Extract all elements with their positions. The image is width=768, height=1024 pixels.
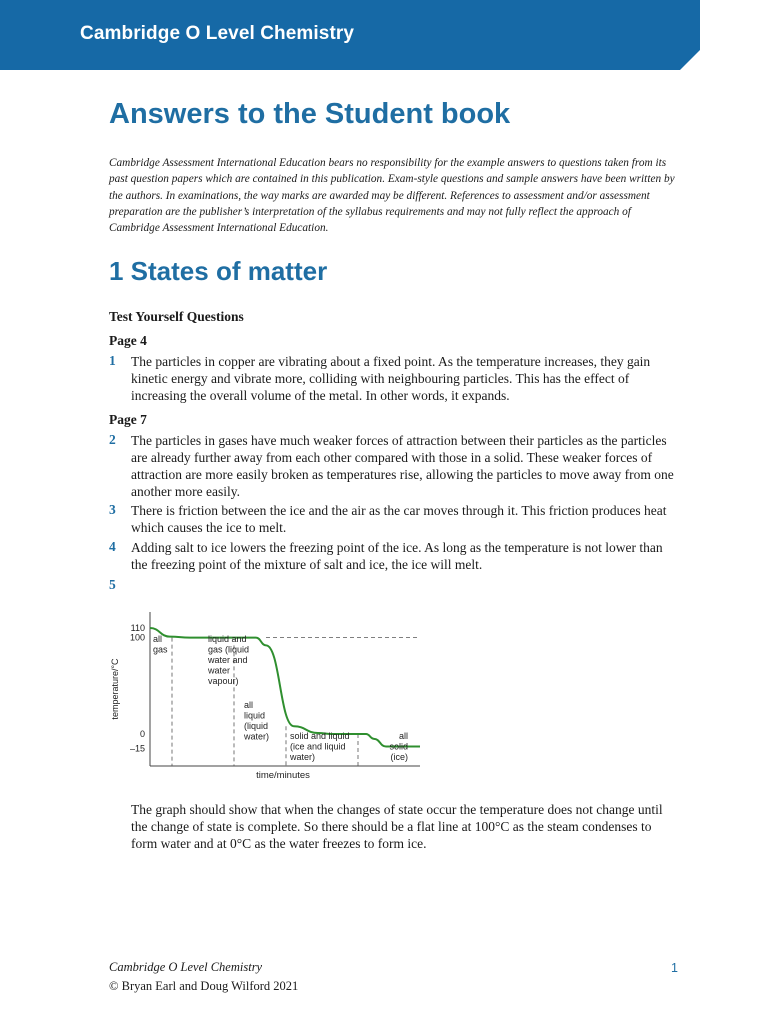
y-tick-label: 110	[130, 623, 145, 633]
y-axis-label: temperature/°C	[110, 658, 120, 720]
question-number: 1	[109, 353, 116, 368]
y-tick-label: –15	[129, 743, 145, 754]
question-text: Adding salt to ice lowers the freezing point of the ice. As long as the temperature is not lower than the freezing point of the mixture of salt and ice, the ice will melt.	[131, 540, 663, 572]
question-number: 4	[109, 539, 116, 554]
cooling-curve-line	[150, 628, 420, 747]
footer-book-title: Cambridge O Level Chemistry	[109, 960, 263, 974]
page-number: 1	[671, 961, 678, 975]
region-label: all gas	[153, 634, 168, 655]
section-heading: Test Yourself Questions	[109, 309, 244, 324]
page-7-label: Page 7	[109, 412, 147, 427]
page-4-label: Page 4	[109, 333, 147, 348]
page-title: Answers to the Student book	[109, 98, 511, 130]
disclaimer: Cambridge Assessment International Education bears no responsibility for the example answers to questions taken from its past question papers which are contained in this publication. Exam-style questions and sample answers have been written by the authors. In examinations, the way marks are awarded may be different. References to assessment and/or assessment preparation are the publisher’s interpretation of the syllabus requirements and may not fully reflect the approach of Cambridge Assessment International Education.	[109, 157, 675, 235]
question-number: 5	[109, 577, 116, 592]
question-number: 3	[109, 502, 116, 517]
banner-title: Cambridge O Level Chemistry	[80, 23, 355, 44]
region-label: all solid (ice)	[389, 731, 408, 762]
y-tick-label: 100	[129, 632, 145, 643]
question-number: 2	[109, 432, 116, 447]
question-text: The particles in copper are vibrating about a fixed point. As the temperature increases, they gain kinetic energy and vibrate more, colliding with neighbouring particles. This has the effect of increasing the overall volume of the metal. In other words, it expands.	[131, 354, 651, 403]
question-text: There is friction between the ice and the air as the car moves through it. This friction produces heat which causes the ice to melt.	[131, 503, 667, 535]
chapter-title: 1 States of matter	[109, 256, 328, 286]
region-label: solid and liquid (ice and liquid water)	[290, 731, 350, 762]
region-label: liquid and gas (liquid water and water vapour)	[208, 634, 250, 686]
question-text: The particles in gases have much weaker forces of attraction between their particles as the particles are already further away from each other compared with those in a solid. These weaker forces of attraction are more easily broken as temperatures rise, allowing the particles to move away from one another more easily.	[131, 433, 674, 499]
cooling-curve-chart	[108, 604, 428, 784]
footer-copyright: © Bryan Earl and Doug Wilford 2021	[109, 979, 299, 993]
region-label: all liquid (liquid water)	[244, 700, 270, 742]
header-banner	[0, 0, 768, 70]
question-text: The graph should show that when the changes of state occur the temperature does not change until the change of state is complete. So there should be a flat line at 100°C as the steam condenses to form water and at 0°C as the water freezes to form ice.	[131, 802, 663, 851]
x-axis-label: time/minutes	[256, 770, 310, 781]
y-tick-label: 0	[139, 729, 145, 739]
